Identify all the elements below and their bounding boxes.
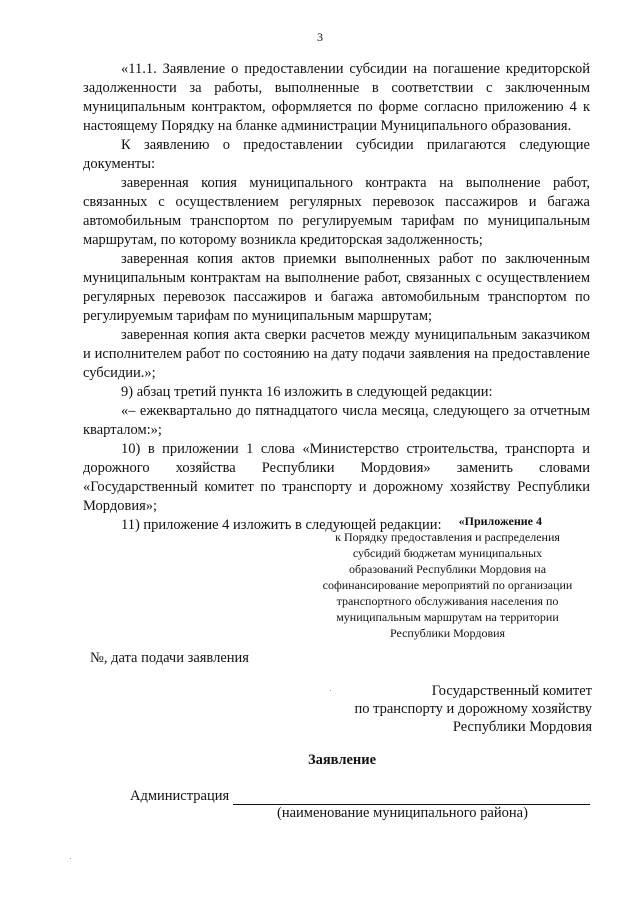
appendix-line: транспортного обслуживания населения по	[336, 594, 559, 608]
body-text	[83, 60, 590, 535]
paragraph-11-1: «11.1. Заявление о предоставлении субсидии на погашение кредиторской задолженности за работы, выполненные в соответствии с заключенным муниципальным контрактом, оформляется по форме согласно приложению 4 к настоящему Порядку на бланке администрации Муниципального образования.	[83, 61, 590, 134]
addressee-line: Республики Мордовия	[452, 719, 592, 735]
submission-date-line: №, дата подачи заявления	[90, 650, 249, 666]
paragraph-item-10: 10) в приложении 1 слова «Министерство строительства, транспорта и дорожного хозяйства Республики Мордовия» заменить словами «Государственный комитет по транспорту и дорожному хозяйству Республики Мордовия»;	[83, 441, 590, 514]
appendix-line: софинансирование мероприятий по организации	[322, 578, 573, 592]
paragraph-item-11: 11) приложение 4 изложить в следующей редакции:	[121, 517, 442, 533]
page-number: 3	[317, 30, 323, 44]
appendix-line: к Порядку предоставления и распределения	[335, 530, 560, 544]
addressee-line: Государственный комитет	[431, 683, 592, 699]
administration-label: Администрация	[130, 788, 230, 804]
scan-speck	[70, 858, 71, 859]
appendix-title: «Приложение 4	[458, 514, 542, 528]
appendix-line: муниципальным маршрутам на территории	[336, 610, 559, 624]
addressee-line: по транспорту и дорожному хозяйству	[354, 701, 592, 717]
administration-row	[130, 788, 590, 805]
district-caption: (наименование муниципального района)	[277, 805, 528, 821]
scan-speck	[330, 690, 331, 691]
paragraph-reconciliation-act: заверенная копия акта сверки расчетов между муниципальным заказчиком и исполнителем работ по состоянию на дату подачи заявления на предоставление субсидии.»;	[83, 327, 590, 381]
statement-title: Заявление	[307, 752, 377, 768]
appendix-block	[315, 513, 580, 641]
addressee-block	[330, 682, 592, 736]
paragraph-acceptance-acts: заверенная копия актов приемки выполненных работ по заключенным муниципальным контрактам на выполнение работ, связанных с осуществлением регулярных перевозок пассажиров и багажа автомобильным транспортом по регулируемым тарифам по муниципальным маршрутам;	[83, 251, 590, 324]
paragraph-attachments-intro: К заявлению о предоставлении субсидии прилагаются следующие документы:	[83, 137, 590, 172]
appendix-line: Республики Мордовия	[389, 626, 506, 640]
paragraph-contract-copy: заверенная копия муниципального контракта на выполнение работ, связанных с осуществлением регулярных перевозок пассажиров и багажа автомобильным транспортом по регулируемым тарифам по муниципальным маршрутам, по которому возникла кредиторская задолженность;	[83, 175, 590, 248]
appendix-line: образований Республики Мордовия на	[348, 562, 547, 576]
paragraph-item-9: 9) абзац третий пункта 16 изложить в следующей редакции:	[121, 384, 493, 400]
appendix-line: субсидий бюджетам муниципальных	[352, 546, 543, 560]
administration-fill-line	[233, 790, 590, 805]
paragraph-quarterly: «– ежеквартально до пятнадцатого числа месяца, следующего за отчетным кварталом:»;	[83, 403, 590, 438]
